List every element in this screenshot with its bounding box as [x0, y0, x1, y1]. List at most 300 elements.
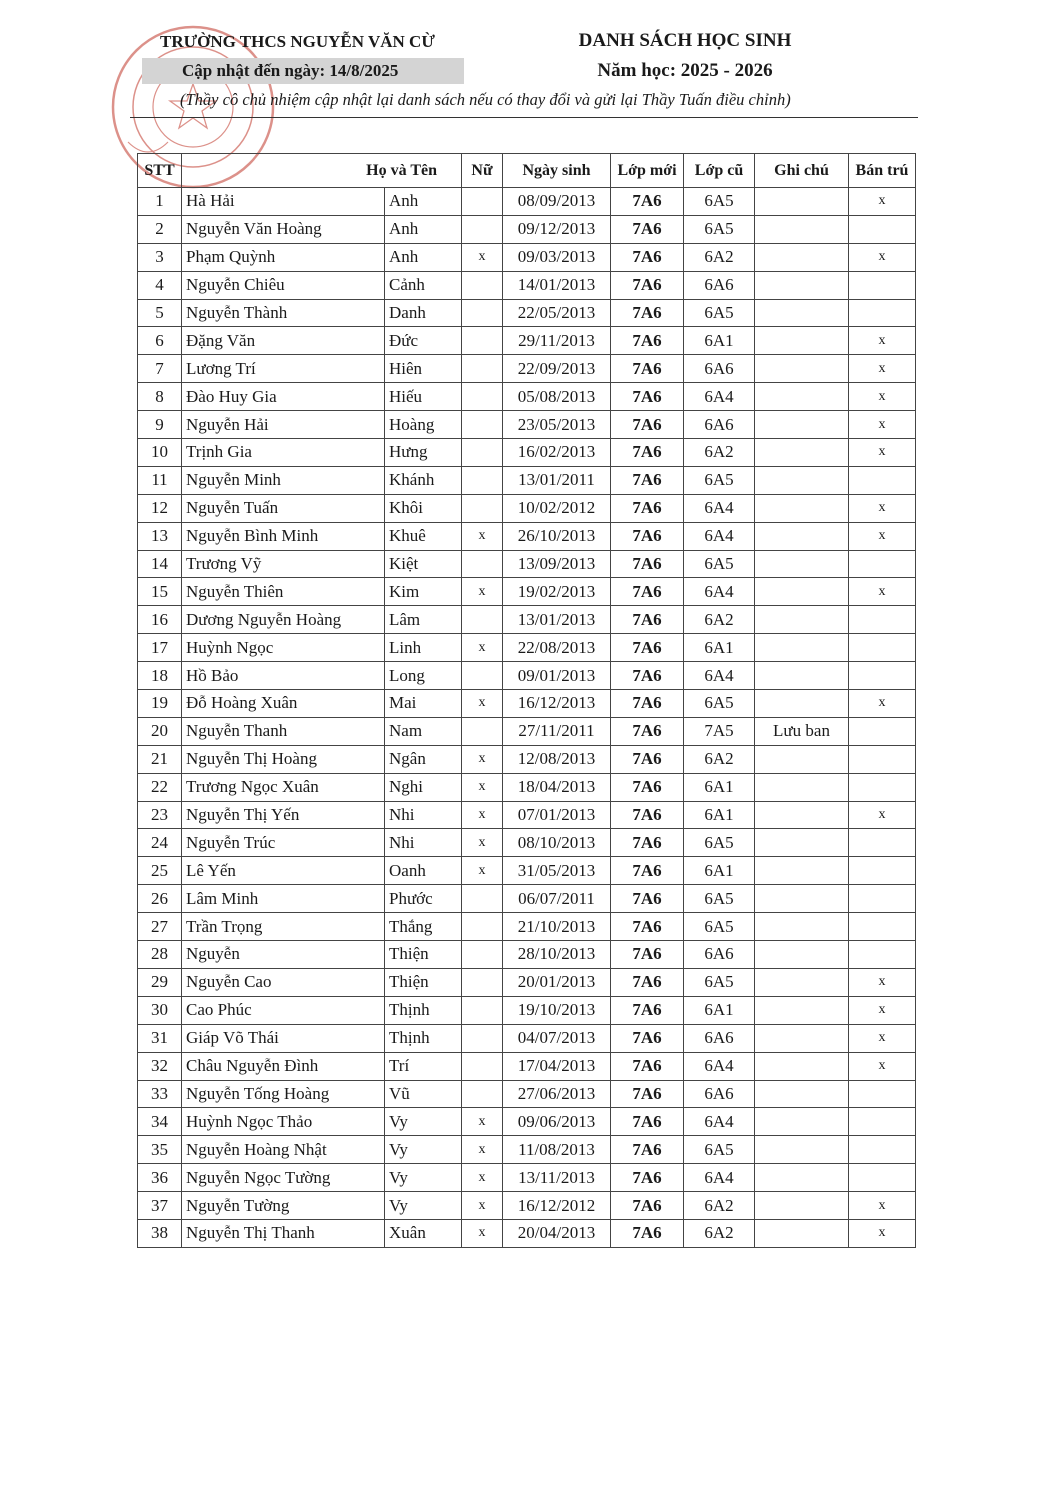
cell-dob: 09/12/2013 [503, 215, 611, 243]
cell-note [755, 494, 849, 522]
cell-female: x [462, 857, 503, 885]
cell-boarding: x [849, 522, 916, 550]
cell-given-name: Phước [385, 885, 462, 913]
cell-female: x [462, 1136, 503, 1164]
cell-old-class: 6A2 [684, 243, 755, 271]
cell-boarding: x [849, 996, 916, 1024]
update-date: Cập nhật đến ngày: 14/8/2025 [142, 58, 464, 84]
col-header-female: Nữ [462, 154, 503, 188]
cell-old-class: 6A4 [684, 1108, 755, 1136]
cell-surname: Trịnh Gia [182, 439, 385, 467]
cell-dob: 29/11/2013 [503, 327, 611, 355]
cell-female [462, 299, 503, 327]
cell-dob: 08/09/2013 [503, 188, 611, 216]
cell-female [462, 1052, 503, 1080]
cell-new-class: 7A6 [611, 1052, 684, 1080]
table-row [138, 1024, 916, 1052]
cell-note [755, 773, 849, 801]
cell-female: x [462, 1192, 503, 1220]
cell-new-class: 7A6 [611, 1192, 684, 1220]
cell-boarding: x [849, 494, 916, 522]
cell-dob: 06/07/2011 [503, 885, 611, 913]
cell-female [462, 662, 503, 690]
cell-boarding: x [849, 355, 916, 383]
cell-dob: 21/10/2013 [503, 913, 611, 941]
cell-new-class: 7A6 [611, 913, 684, 941]
cell-new-class: 7A6 [611, 634, 684, 662]
cell-note [755, 522, 849, 550]
cell-given-name: Thịnh [385, 1024, 462, 1052]
table-row [138, 355, 916, 383]
cell-female [462, 913, 503, 941]
cell-new-class: 7A6 [611, 662, 684, 690]
cell-new-class: 7A6 [611, 271, 684, 299]
cell-surname: Nguyễn Thành [182, 299, 385, 327]
cell-new-class: 7A6 [611, 439, 684, 467]
cell-boarding [849, 662, 916, 690]
cell-note [755, 550, 849, 578]
cell-new-class: 7A6 [611, 885, 684, 913]
cell-note [755, 634, 849, 662]
cell-dob: 18/04/2013 [503, 773, 611, 801]
cell-surname: Hà Hải [182, 188, 385, 216]
cell-new-class: 7A6 [611, 745, 684, 773]
cell-given-name: Anh [385, 188, 462, 216]
table-row [138, 1052, 916, 1080]
cell-old-class: 6A6 [684, 941, 755, 969]
cell-given-name: Danh [385, 299, 462, 327]
cell-surname: Nguyễn Thị Yến [182, 801, 385, 829]
cell-female [462, 1024, 503, 1052]
cell-given-name: Nam [385, 717, 462, 745]
table-row [138, 1164, 916, 1192]
cell-surname: Nguyễn Thiên [182, 578, 385, 606]
cell-old-class: 6A4 [684, 662, 755, 690]
cell-dob: 16/12/2012 [503, 1192, 611, 1220]
cell-dob: 12/08/2013 [503, 745, 611, 773]
cell-old-class: 6A2 [684, 1192, 755, 1220]
cell-note [755, 1024, 849, 1052]
cell-dob: 13/09/2013 [503, 550, 611, 578]
cell-new-class: 7A6 [611, 215, 684, 243]
cell-note [755, 411, 849, 439]
cell-boarding: x [849, 439, 916, 467]
cell-surname: Nguyễn Thị Thanh [182, 1219, 385, 1247]
cell-stt: 20 [138, 717, 182, 745]
cell-new-class: 7A6 [611, 466, 684, 494]
cell-new-class: 7A6 [611, 1080, 684, 1108]
cell-old-class: 7A5 [684, 717, 755, 745]
table-row [138, 1080, 916, 1108]
cell-new-class: 7A6 [611, 1219, 684, 1247]
cell-old-class: 6A5 [684, 913, 755, 941]
cell-stt: 27 [138, 913, 182, 941]
cell-female [462, 466, 503, 494]
cell-dob: 16/02/2013 [503, 439, 611, 467]
cell-note [755, 968, 849, 996]
cell-stt: 5 [138, 299, 182, 327]
cell-surname: Huỳnh Ngọc Thảo [182, 1108, 385, 1136]
cell-surname: Lâm Minh [182, 885, 385, 913]
cell-stt: 31 [138, 1024, 182, 1052]
cell-stt: 24 [138, 829, 182, 857]
table-row [138, 271, 916, 299]
cell-dob: 09/01/2013 [503, 662, 611, 690]
cell-stt: 15 [138, 578, 182, 606]
cell-old-class: 6A5 [684, 299, 755, 327]
cell-note [755, 188, 849, 216]
cell-new-class: 7A6 [611, 717, 684, 745]
table-row [138, 829, 916, 857]
cell-new-class: 7A6 [611, 1024, 684, 1052]
cell-stt: 11 [138, 466, 182, 494]
cell-female: x [462, 745, 503, 773]
cell-new-class: 7A6 [611, 857, 684, 885]
cell-boarding [849, 885, 916, 913]
cell-dob: 20/01/2013 [503, 968, 611, 996]
cell-dob: 27/11/2011 [503, 717, 611, 745]
table-row [138, 494, 916, 522]
cell-dob: 31/05/2013 [503, 857, 611, 885]
cell-note [755, 941, 849, 969]
cell-surname: Giáp Võ Thái [182, 1024, 385, 1052]
table-row [138, 913, 916, 941]
cell-boarding [849, 1164, 916, 1192]
cell-note [755, 690, 849, 718]
cell-new-class: 7A6 [611, 578, 684, 606]
cell-surname: Nguyễn Ngọc Tường [182, 1164, 385, 1192]
cell-female: x [462, 1108, 503, 1136]
table-row [138, 662, 916, 690]
cell-stt: 29 [138, 968, 182, 996]
cell-given-name: Cảnh [385, 271, 462, 299]
col-header-boarding: Bán trú [849, 154, 916, 188]
cell-female [462, 215, 503, 243]
cell-new-class: 7A6 [611, 550, 684, 578]
cell-dob: 22/05/2013 [503, 299, 611, 327]
cell-boarding: x [849, 690, 916, 718]
cell-note [755, 243, 849, 271]
table-row [138, 243, 916, 271]
cell-new-class: 7A6 [611, 355, 684, 383]
cell-stt: 3 [138, 243, 182, 271]
cell-new-class: 7A6 [611, 522, 684, 550]
cell-stt: 34 [138, 1108, 182, 1136]
cell-surname: Dương Nguyễn Hoàng [182, 606, 385, 634]
cell-given-name: Anh [385, 215, 462, 243]
cell-new-class: 7A6 [611, 941, 684, 969]
cell-stt: 33 [138, 1080, 182, 1108]
cell-surname: Nguyễn Tống Hoàng [182, 1080, 385, 1108]
cell-boarding: x [849, 243, 916, 271]
cell-old-class: 6A5 [684, 188, 755, 216]
cell-female [462, 606, 503, 634]
col-header-old-class: Lớp cũ [684, 154, 755, 188]
cell-given-name: Mai [385, 690, 462, 718]
cell-note [755, 327, 849, 355]
table-row [138, 411, 916, 439]
cell-female: x [462, 522, 503, 550]
cell-note [755, 215, 849, 243]
cell-female: x [462, 801, 503, 829]
cell-old-class: 6A4 [684, 383, 755, 411]
cell-given-name: Vũ [385, 1080, 462, 1108]
cell-old-class: 6A5 [684, 466, 755, 494]
cell-female [462, 968, 503, 996]
cell-stt: 12 [138, 494, 182, 522]
cell-female [462, 411, 503, 439]
cell-old-class: 6A4 [684, 1052, 755, 1080]
cell-given-name: Hiên [385, 355, 462, 383]
col-header-note: Ghi chú [755, 154, 849, 188]
col-header-new-class: Lớp mới [611, 154, 684, 188]
cell-given-name: Kim [385, 578, 462, 606]
cell-female: x [462, 243, 503, 271]
cell-female [462, 550, 503, 578]
cell-note [755, 1108, 849, 1136]
cell-old-class: 6A5 [684, 215, 755, 243]
cell-stt: 13 [138, 522, 182, 550]
table-row [138, 885, 916, 913]
cell-note [755, 271, 849, 299]
cell-boarding: x [849, 411, 916, 439]
cell-boarding: x [849, 968, 916, 996]
cell-dob: 19/10/2013 [503, 996, 611, 1024]
cell-boarding: x [849, 327, 916, 355]
cell-surname: Nguyễn Thị Hoàng [182, 745, 385, 773]
cell-given-name: Trí [385, 1052, 462, 1080]
cell-surname: Trương Ngọc Xuân [182, 773, 385, 801]
cell-stt: 6 [138, 327, 182, 355]
cell-old-class: 6A1 [684, 857, 755, 885]
table-row [138, 578, 916, 606]
cell-female: x [462, 1164, 503, 1192]
cell-stt: 23 [138, 801, 182, 829]
table-row [138, 327, 916, 355]
cell-female [462, 996, 503, 1024]
cell-stt: 9 [138, 411, 182, 439]
cell-new-class: 7A6 [611, 1136, 684, 1164]
cell-given-name: Nghi [385, 773, 462, 801]
cell-female [462, 383, 503, 411]
cell-old-class: 6A2 [684, 1219, 755, 1247]
cell-note [755, 439, 849, 467]
cell-given-name: Thiện [385, 941, 462, 969]
cell-new-class: 7A6 [611, 606, 684, 634]
cell-stt: 1 [138, 188, 182, 216]
cell-boarding [849, 913, 916, 941]
cell-stt: 19 [138, 690, 182, 718]
cell-surname: Châu Nguyễn Đình [182, 1052, 385, 1080]
cell-dob: 07/01/2013 [503, 801, 611, 829]
table-row [138, 188, 916, 216]
cell-boarding [849, 466, 916, 494]
cell-old-class: 6A5 [684, 968, 755, 996]
cell-dob: 20/04/2013 [503, 1219, 611, 1247]
cell-surname: Lương Trí [182, 355, 385, 383]
cell-stt: 36 [138, 1164, 182, 1192]
cell-female [462, 271, 503, 299]
cell-stt: 14 [138, 550, 182, 578]
cell-dob: 19/02/2013 [503, 578, 611, 606]
cell-new-class: 7A6 [611, 829, 684, 857]
col-header-name: Họ và Tên [182, 154, 462, 188]
cell-dob: 28/10/2013 [503, 941, 611, 969]
instruction-note: (Thầy cô chủ nhiệm cập nhật lại danh sách nếu có thay đổi và gửi lại Thầy Tuấn điều chỉnh) [180, 90, 791, 109]
cell-given-name: Thịnh [385, 996, 462, 1024]
cell-stt: 7 [138, 355, 182, 383]
cell-stt: 18 [138, 662, 182, 690]
cell-stt: 32 [138, 1052, 182, 1080]
cell-female [462, 717, 503, 745]
cell-boarding: x [849, 801, 916, 829]
cell-given-name: Lâm [385, 606, 462, 634]
cell-boarding [849, 745, 916, 773]
cell-note [755, 1219, 849, 1247]
cell-old-class: 6A4 [684, 494, 755, 522]
cell-new-class: 7A6 [611, 1164, 684, 1192]
cell-surname: Huỳnh Ngọc [182, 634, 385, 662]
cell-note [755, 662, 849, 690]
cell-new-class: 7A6 [611, 411, 684, 439]
cell-given-name: Nhi [385, 829, 462, 857]
cell-given-name: Thắng [385, 913, 462, 941]
cell-dob: 13/11/2013 [503, 1164, 611, 1192]
cell-stt: 35 [138, 1136, 182, 1164]
table-row [138, 941, 916, 969]
table-row [138, 634, 916, 662]
cell-female: x [462, 773, 503, 801]
cell-stt: 4 [138, 271, 182, 299]
cell-female: x [462, 829, 503, 857]
cell-given-name: Khôi [385, 494, 462, 522]
cell-surname: Phạm Quỳnh [182, 243, 385, 271]
cell-female: x [462, 578, 503, 606]
cell-given-name: Nhi [385, 801, 462, 829]
table-row [138, 299, 916, 327]
cell-dob: 26/10/2013 [503, 522, 611, 550]
cell-boarding [849, 717, 916, 745]
table-row [138, 857, 916, 885]
cell-old-class: 6A1 [684, 327, 755, 355]
cell-surname: Lê Yến [182, 857, 385, 885]
cell-old-class: 6A5 [684, 690, 755, 718]
table-row [138, 801, 916, 829]
cell-boarding [849, 271, 916, 299]
cell-boarding [849, 1080, 916, 1108]
cell-note [755, 578, 849, 606]
cell-stt: 28 [138, 941, 182, 969]
table-row [138, 466, 916, 494]
cell-female [462, 327, 503, 355]
cell-dob: 13/01/2011 [503, 466, 611, 494]
cell-old-class: 6A6 [684, 411, 755, 439]
cell-boarding: x [849, 188, 916, 216]
table-row [138, 1192, 916, 1220]
cell-given-name: Khuê [385, 522, 462, 550]
cell-stt: 8 [138, 383, 182, 411]
cell-surname: Nguyễn Tuấn [182, 494, 385, 522]
cell-old-class: 6A1 [684, 801, 755, 829]
cell-old-class: 6A5 [684, 1136, 755, 1164]
cell-note [755, 383, 849, 411]
cell-note [755, 913, 849, 941]
cell-dob: 22/08/2013 [503, 634, 611, 662]
cell-female: x [462, 1219, 503, 1247]
cell-boarding: x [849, 383, 916, 411]
cell-new-class: 7A6 [611, 773, 684, 801]
cell-note [755, 606, 849, 634]
table-row [138, 215, 916, 243]
cell-boarding [849, 606, 916, 634]
cell-dob: 04/07/2013 [503, 1024, 611, 1052]
cell-note [755, 1136, 849, 1164]
cell-dob: 10/02/2012 [503, 494, 611, 522]
cell-note [755, 1052, 849, 1080]
table-row [138, 522, 916, 550]
cell-stt: 17 [138, 634, 182, 662]
cell-new-class: 7A6 [611, 188, 684, 216]
cell-given-name: Linh [385, 634, 462, 662]
cell-new-class: 7A6 [611, 996, 684, 1024]
cell-old-class: 6A5 [684, 829, 755, 857]
cell-new-class: 7A6 [611, 1108, 684, 1136]
cell-new-class: 7A6 [611, 299, 684, 327]
cell-note [755, 801, 849, 829]
cell-given-name: Hưng [385, 439, 462, 467]
cell-given-name: Ngân [385, 745, 462, 773]
student-table [137, 153, 916, 1248]
cell-note [755, 829, 849, 857]
cell-stt: 38 [138, 1219, 182, 1247]
cell-surname: Trương Vỹ [182, 550, 385, 578]
cell-stt: 25 [138, 857, 182, 885]
school-year: Năm học: 2025 - 2026 [597, 60, 773, 81]
cell-surname: Đỗ Hoàng Xuân [182, 690, 385, 718]
cell-new-class: 7A6 [611, 801, 684, 829]
cell-new-class: 7A6 [611, 690, 684, 718]
table-row [138, 439, 916, 467]
cell-dob: 22/09/2013 [503, 355, 611, 383]
cell-old-class: 6A4 [684, 1164, 755, 1192]
cell-new-class: 7A6 [611, 243, 684, 271]
table-row [138, 550, 916, 578]
cell-note [755, 299, 849, 327]
cell-given-name: Vy [385, 1164, 462, 1192]
cell-old-class: 6A6 [684, 1024, 755, 1052]
cell-new-class: 7A6 [611, 383, 684, 411]
cell-note: Lưu ban [755, 717, 849, 745]
cell-old-class: 6A1 [684, 773, 755, 801]
cell-surname: Trần Trọng [182, 913, 385, 941]
cell-surname: Nguyễn Bình Minh [182, 522, 385, 550]
cell-boarding: x [849, 1052, 916, 1080]
cell-given-name: Long [385, 662, 462, 690]
cell-dob: 09/03/2013 [503, 243, 611, 271]
cell-boarding [849, 634, 916, 662]
cell-given-name: Khánh [385, 466, 462, 494]
cell-stt: 2 [138, 215, 182, 243]
cell-dob: 09/06/2013 [503, 1108, 611, 1136]
cell-old-class: 6A1 [684, 996, 755, 1024]
cell-stt: 26 [138, 885, 182, 913]
school-name: TRƯỜNG THCS NGUYỄN VĂN CỪ [160, 32, 435, 51]
cell-stt: 37 [138, 1192, 182, 1220]
cell-stt: 16 [138, 606, 182, 634]
cell-given-name: Oanh [385, 857, 462, 885]
cell-dob: 11/08/2013 [503, 1136, 611, 1164]
cell-dob: 14/01/2013 [503, 271, 611, 299]
